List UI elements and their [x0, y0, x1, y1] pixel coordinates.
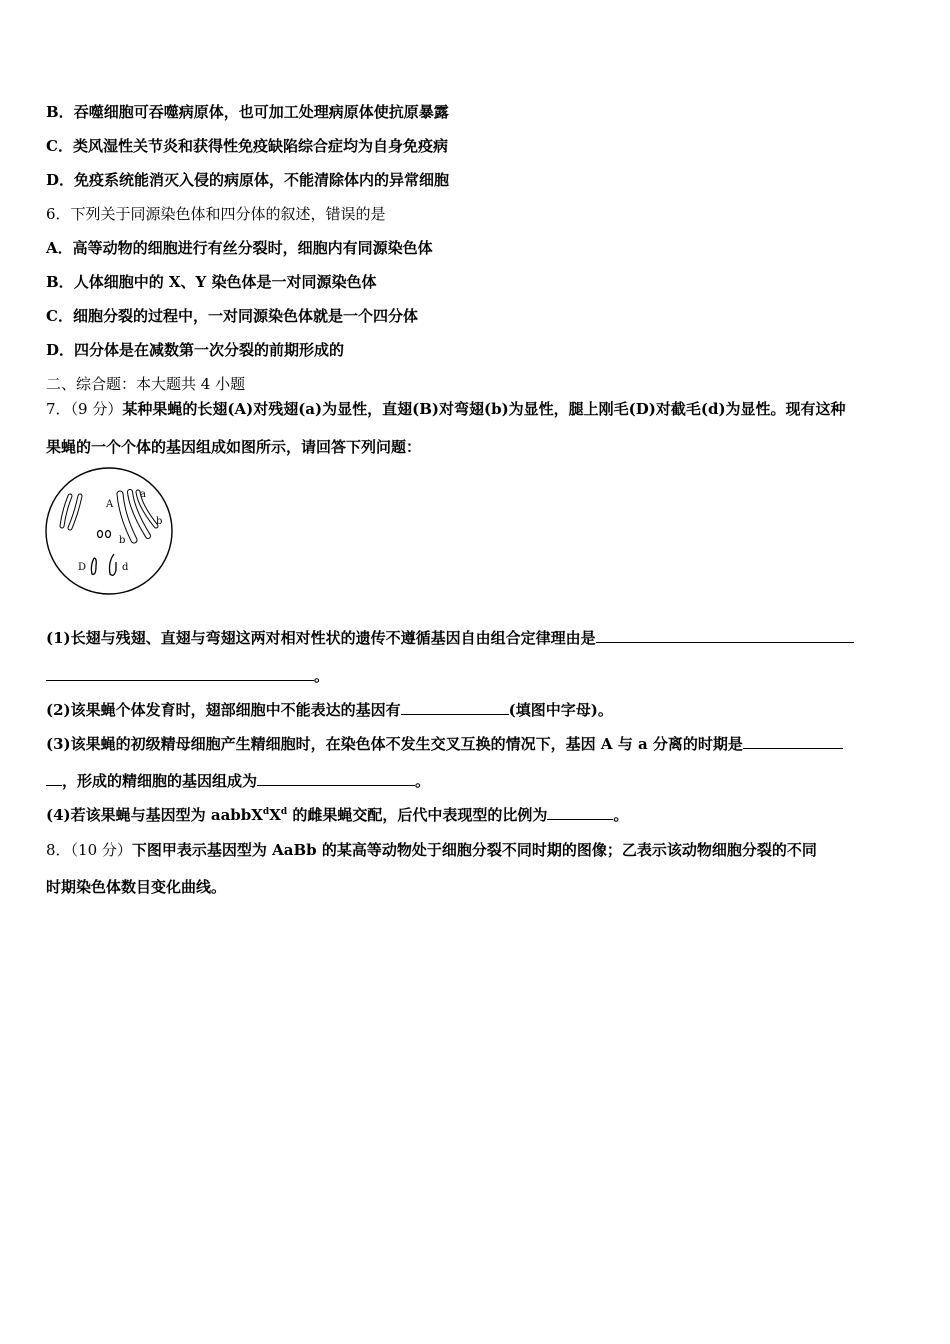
q7-stem-line2: 果蝇的一个个体的基因组成如图所示，请回答下列问题：	[46, 438, 422, 456]
answer-blank-1a[interactable]	[596, 628, 854, 643]
q5-option-d: D．免疫系统能消灭入侵的病原体，不能清除体内的异常细胞	[46, 171, 450, 189]
chromosome-dot-2	[106, 531, 111, 538]
chromosome-dot-1	[98, 531, 103, 538]
answer-blank-3a[interactable]	[743, 734, 843, 749]
q7-sub2: (2)该果蝇个体发育时，翅部细胞中不能表达的基因有 (填图中字母)。	[46, 701, 613, 719]
q6-option-b: B．人体细胞中的 X、Y 染色体是一对同源染色体	[46, 273, 377, 291]
gene-label-D: D	[78, 562, 87, 573]
answer-blank-4[interactable]	[547, 805, 613, 820]
answer-blank-3a-cont[interactable]	[46, 771, 62, 786]
q5-option-b: B．吞噬细胞可吞噬病原体，也可加工处理病原体使抗原暴露	[46, 103, 449, 121]
q6-option-d: D．四分体是在减数第一次分裂的前期形成的	[46, 341, 345, 359]
q5-option-c: C．类风湿性关节炎和获得性免疫缺陷综合症均为自身免疫病	[46, 137, 448, 155]
gene-label-a: a	[140, 489, 146, 500]
q7-sub1-line2: 。	[46, 666, 329, 686]
chromosome-cell-figure	[44, 466, 174, 596]
gene-label-b-right: b	[156, 516, 163, 527]
q7-sub4: (4)若该果蝇与基因型为 $aabbX^dX^d$ 的雌果蝇交配，后代中表现型的比例为 。	[46, 806, 629, 824]
q8-stem-line2: 时期染色体数目变化曲线。	[46, 878, 227, 896]
gene-label-A: A	[106, 499, 114, 510]
q6-option-a: A．高等动物的细胞进行有丝分裂时，细胞内有同源染色体	[46, 239, 433, 257]
q7-sub1-line1: (1)长翅与残翅、直翅与弯翅这两对相对性状的遗传不遵循基因自由组合定律理由是	[46, 628, 854, 648]
q8-stem-line1: 8．（10 分）下图甲表示基因型为 AaBb 的某高等动物处于细胞分裂不同时期的图像；乙表示该动物细胞分裂的不同	[46, 841, 817, 859]
q7-sub3-line1: (3)该果蝇的初级精母细胞产生精细胞时，在染色体不发生交叉互换的情况下，基因 A 与 a 分离的时期是	[46, 734, 843, 754]
q6-option-c: C．细胞分裂的过程中，一对同源染色体就是一个四分体	[46, 307, 418, 325]
answer-blank-1b[interactable]	[46, 666, 314, 681]
section-title: 二、综合题：本大题共 4 小题	[46, 375, 246, 393]
chromosome-x	[91, 558, 96, 574]
q7-sub3-line2: ，形成的精细胞的基因组成为 。	[46, 771, 430, 791]
q7-stem-line1: 7．（9 分）某种果蝇的长翅(A)对残翅(a)为显性，直翅(B)对弯翅(b)为显性，腿上刚毛(D)对截毛(d)为显性。现有这种	[46, 400, 846, 418]
gene-label-b-left: b	[119, 535, 126, 546]
answer-blank-2[interactable]	[401, 700, 509, 715]
answer-blank-3b[interactable]	[257, 771, 415, 786]
q6-stem: 6．下列关于同源染色体和四分体的叙述，错误的是	[46, 205, 386, 223]
gene-label-d: d	[122, 562, 129, 573]
chromosome-y	[110, 554, 117, 575]
